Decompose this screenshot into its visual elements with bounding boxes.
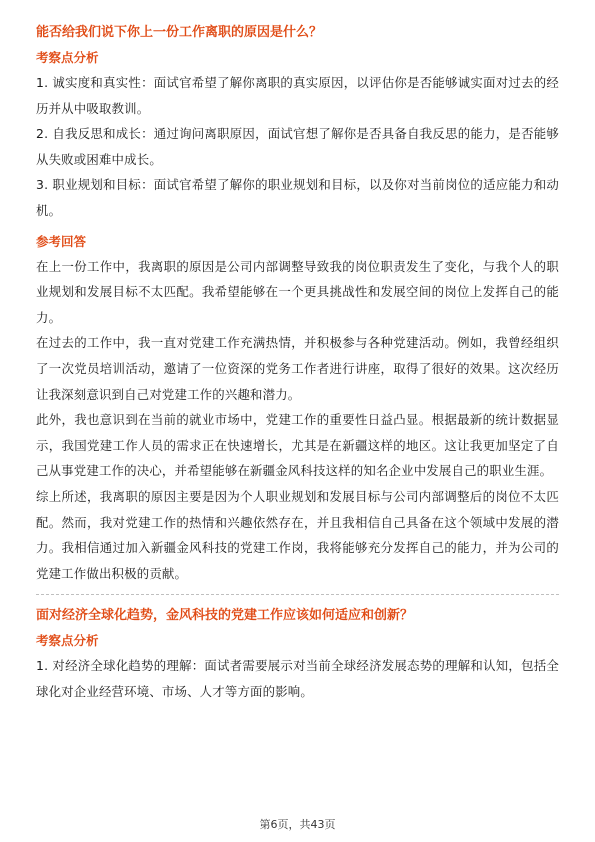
answer-paragraph: 在上一份工作中，我离职的原因是公司内部调整导致我的岗位职责发生了变化，与我个人的职业规划和发展目标不太匹配。我希望能够在一个更具挑战性和发展空间的岗位上发挥自己的能力。 bbox=[36, 258, 559, 325]
answer-paragraph: 此外，我也意识到在当前的就业市场中，党建工作的重要性日益凸显。根据最新的统计数据显示，我国党建工作人员的需求正在快速增长，尤其是在新疆这样的地区。这让我更加坚定了自己从事党建工作的决心，并希望能够在新疆金风科技这样的知名企业中发展自己的职业生涯。 bbox=[36, 412, 559, 479]
page-number: 第6页，共43页 bbox=[259, 818, 336, 831]
answer-paragraph: 在过去的工作中，我一直对党建工作充满热情，并积极参与各种党建活动。例如，我曾经组织了一次党员培训活动，邀请了一位资深的党务工作者进行讲座，取得了很好的效果。这次经历让我深刻意识到自己对党建工作的兴趣和潜力。 bbox=[36, 335, 559, 402]
analysis-heading: 考察点分析 bbox=[36, 50, 99, 65]
analysis-heading: 考察点分析 bbox=[36, 633, 99, 649]
question-title: 面对经济全球化趋势，金风科技的党建工作应该如何适应和创新？ bbox=[36, 608, 414, 624]
answer-paragraph: 综上所述，我离职的原因主要是因为个人职业规划和发展目标与公司内部调整后的岗位不太匹配。然而，我对党建工作的热情和兴趣依然存在，并且我相信自己具备在这个领域中发展的潜力。我相信通过加入新疆金风科技的党建工作岗，我将能够充分发挥自己的能力，并为公司的党建工作做出积极的贡献。 bbox=[36, 488, 559, 581]
section-divider bbox=[36, 594, 559, 595]
page-content bbox=[36, 22, 559, 704]
analysis-point: 2. 自我反思和成长：通过询问离职原因，面试官想了解你是否具备自我反思的能力，是否能够从失败或困难中成长。 bbox=[36, 126, 559, 167]
analysis-point: 1. 对经济全球化趋势的理解：面试者需要展示对当前全球经济发展态势的理解和认知，包括全球化对企业经营环境、市场、人才等方面的影响。 bbox=[36, 658, 559, 699]
qa-section-1 bbox=[36, 22, 559, 586]
analysis-point: 3. 职业规划和目标：面试官希望了解你的职业规划和目标，以及你对当前岗位的适应能力和动机。 bbox=[36, 177, 559, 218]
answer-heading: 参考回答 bbox=[36, 233, 87, 249]
qa-section-2 bbox=[36, 605, 559, 704]
question-title: 能否给我们说下你上一份工作离职的原因是什么？ bbox=[36, 25, 323, 40]
analysis-point: 1. 诚实度和真实性：面试官希望了解你离职的真实原因，以评估你是否能够诚实面对过去的经历并从中吸取教训。 bbox=[36, 75, 559, 116]
